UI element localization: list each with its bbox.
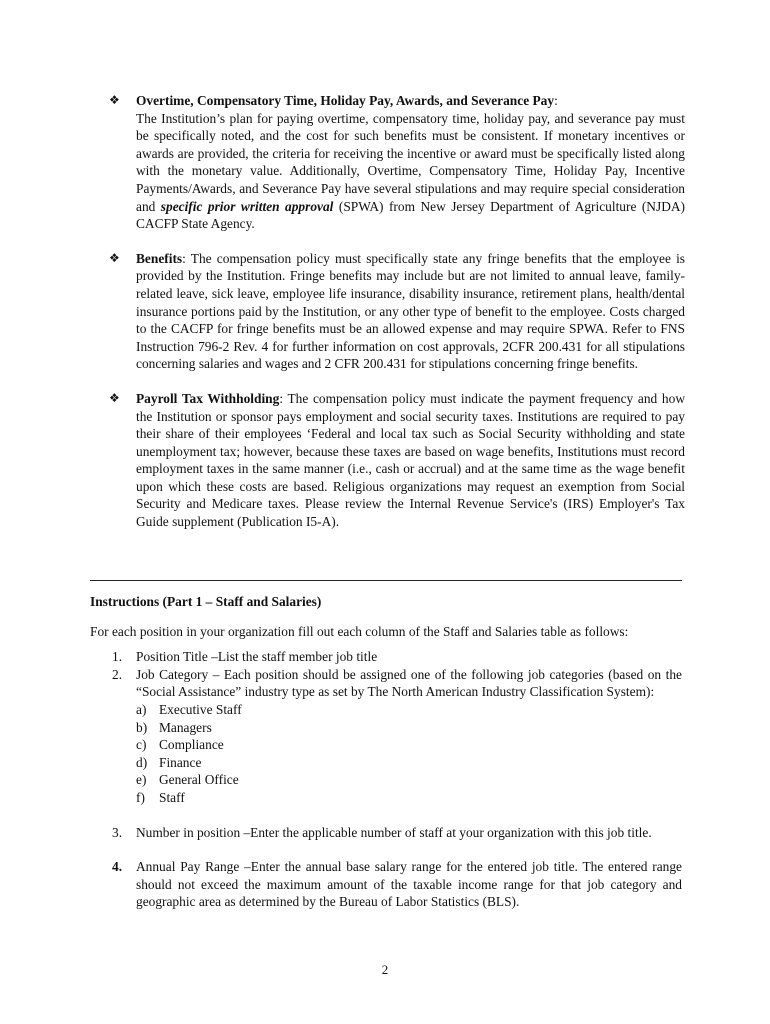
category-label: Executive Staff [159,701,242,717]
bullet-body-end: (SPWA) from New Jersey Department of Agriculture (NJDA) CACFP State Agency. [136,198,685,232]
bullet-heading: Payroll Tax Withholding [136,390,280,406]
category-label: Compliance [159,737,224,753]
step-item [90,858,682,911]
diamond-bullet-icon: ❖ [109,93,120,107]
step-number: 3. [112,824,123,840]
step-item [90,648,682,666]
category-item [136,701,682,719]
bullet-emphasis: specific prior written approval [160,198,334,214]
step-text: Position Title –List the staff member job title [136,649,378,665]
category-item [136,789,682,807]
bullet-heading-suffix: : [554,93,558,108]
step-item [90,824,682,842]
step-text: Number in position –Enter the applicable number of staff at your organization with this job title. [136,824,652,840]
category-item [136,719,682,737]
category-letter: d) [136,754,148,770]
step-text: Job Category – Each position should be assigned one of the following job categories (based on the “Social Assistance” industry type as set by The North American Industry Classification System): [136,666,682,700]
category-label: Finance [159,754,202,770]
bullet-heading: Benefits [136,250,183,266]
category-letter: f) [136,789,145,805]
category-item [136,736,682,754]
bullet-payroll-tax [109,390,685,531]
category-label: Managers [159,719,212,735]
category-letter: c) [136,737,147,753]
instructions-section [90,593,682,911]
instructions-title: Instructions (Part 1 – Staff and Salaries) [90,594,322,609]
step-number: 1. [112,649,123,665]
bullet-benefits [109,250,685,373]
category-letter: b) [136,719,148,735]
category-item [136,754,682,772]
instructions-steps [90,648,682,911]
category-label: Staff [159,789,185,805]
instructions-intro: For each position in your organization fill out each column of the Staff and Salaries table as follows: [90,623,629,639]
bullet-heading: Overtime, Compensatory Time, Holiday Pay, Awards, and Severance Pay [136,93,555,108]
category-letter: e) [136,772,147,788]
step-item [90,666,682,807]
bullet-overtime [109,92,685,233]
bullet-body: The Institution’s plan for paying overtime, compensatory time, holiday pay, and severance pay must be specifically noted, and the cost for such benefits must be consistent. If monetary incentives or awards are provided, the criteria for receiving the incentive or award must be specifically listed along with the monetary value. Additionally, Overtime, Compensatory Time, Holiday Pay, Incentive Payments/Awards, and Severance Pay have several stipulations and may require special consideration and [136,110,685,214]
step-text: Annual Pay Range –Enter the annual base salary range for the entered job title. The entered range should not exceed the maximum amount of the taxable income range for that job category and geographic area as determined by the Bureau of Labor Statistics (BLS). [136,859,682,910]
job-category-list [136,701,682,807]
step-number: 2. [112,666,123,682]
page-number: 2 [381,962,389,977]
diamond-bullet-icon: ❖ [109,390,120,405]
step-number: 4. [112,859,123,875]
diamond-bullet-icon: ❖ [109,250,120,265]
policy-bullet-list [109,92,685,548]
category-label: General Office [159,772,239,788]
category-item [136,771,682,789]
section-divider [90,580,682,581]
bullet-body: : The compensation policy must specifically state any fringe benefits that the employee is provided by the Institution. Fringe benefits may include but are not limited to annual leave, family-related leave, sick leave, employee life insurance, disability insurance, retirement plans, health/dental insurance portions paid by the Institution, or any other type of benefit to the employee. Costs charged to the CACFP for fringe benefits must be an allowed expense and may require SPWA. Refer to FNS Instruction 796-2 Rev. 4 for further information on cost approvals, 2CFR 200.431 for all stipulations concerning salaries and wages and 2 CFR 200.431 for stipulations concerning fringe benefits. [136,250,685,372]
bullet-body: : The compensation policy must indicate the payment frequency and how the Institution or sponsor pays employment and social security taxes. Institutions are required to pay their share of their employees ‘Federal and local tax such as Social Security withholding and state unemployment tax; however, because these taxes are based on wage benefits, Institutions must record employment taxes in the same manner (i.e., cash or accrual) and at the same time as the wage benefit upon which these costs are based. Religious organizations may request an exemption from Social Security and Medicare taxes. Please review the Internal Revenue Service's (IRS) Employer's Tax Guide supplement (Publication I5-A). [136,390,685,530]
category-letter: a) [136,701,147,717]
